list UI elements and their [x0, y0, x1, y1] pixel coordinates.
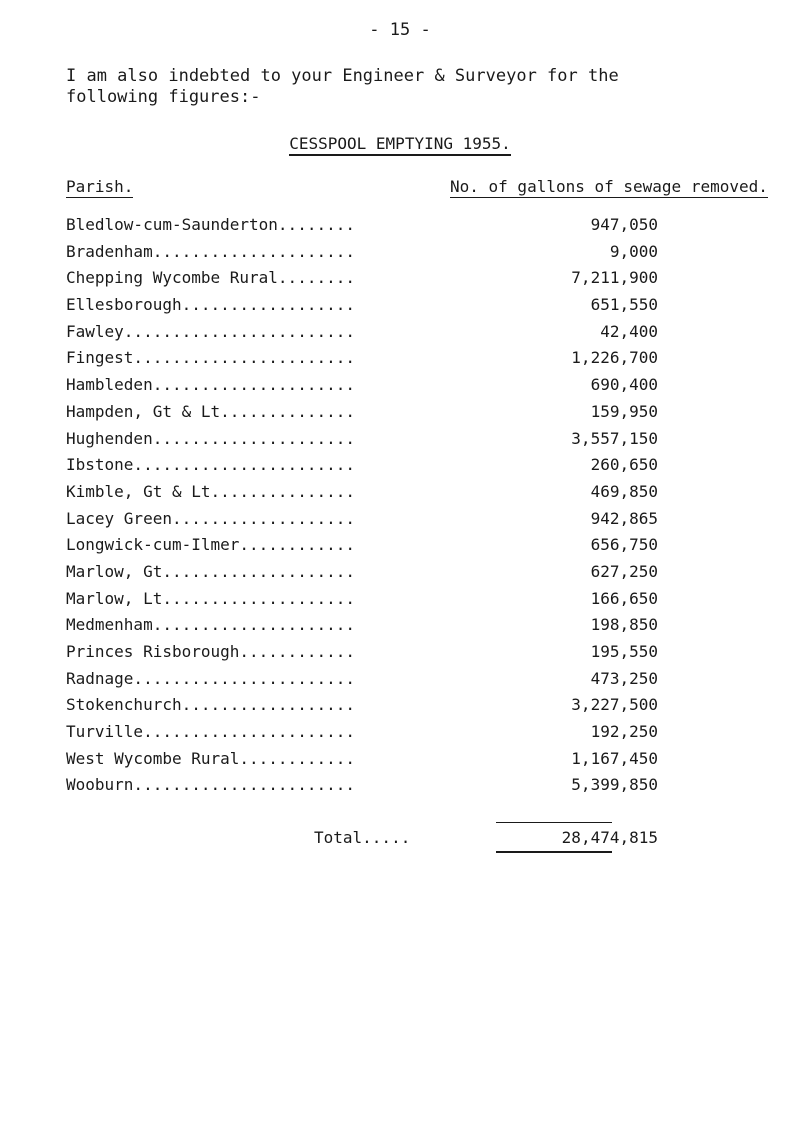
parish-name: Kimble, Gt & Lt............... — [66, 481, 355, 501]
parish-name: Hampden, Gt & Lt.............. — [66, 401, 355, 421]
gallons-value: 1,167,450 — [571, 748, 658, 768]
parish-name: Ibstone....................... — [66, 455, 355, 475]
gallons-value: 166,650 — [590, 588, 658, 608]
parish-name: Longwick-cum-Ilmer............ — [66, 535, 355, 555]
parish-name: Chepping Wycombe Rural........ — [66, 268, 355, 288]
table-row — [66, 612, 766, 639]
gallons-value: 159,950 — [590, 401, 658, 421]
parish-name: Fawley........................ — [66, 321, 355, 341]
gallons-value: 5,399,850 — [571, 775, 658, 795]
parish-name: Marlow, Lt.................... — [66, 588, 355, 608]
parish-name: Princes Risborough............ — [66, 642, 355, 661]
table-row — [66, 479, 766, 506]
table-row — [66, 532, 766, 559]
table-title — [0, 134, 800, 153]
gallons-value: 947,050 — [590, 215, 658, 234]
gallons-value: 469,850 — [590, 481, 658, 501]
table-row — [66, 746, 766, 773]
table-row — [66, 452, 766, 479]
parish-name: Bradenham..................... — [66, 241, 355, 261]
gallons-value: 942,865 — [590, 508, 658, 528]
total-rule-bottom — [496, 851, 612, 853]
parish-name: Lacey Green................... — [66, 508, 355, 528]
parish-name: West Wycombe Rural............ — [66, 748, 355, 768]
table-row — [66, 372, 766, 399]
gallons-value: 7,211,900 — [571, 268, 658, 288]
total-label: Total..... — [314, 828, 411, 847]
column-header-gallons-text: No. of gallons of sewage removed. — [450, 177, 768, 196]
table-row — [66, 212, 766, 239]
gallons-value: 198,850 — [590, 615, 658, 635]
gallons-value: 473,250 — [590, 668, 658, 688]
gallons-value: 192,250 — [590, 722, 658, 742]
gallons-value: 260,650 — [590, 455, 658, 475]
column-header-parish — [66, 177, 133, 196]
table-title-text: CESSPOOL EMPTYING 1955. — [289, 134, 511, 156]
gallons-value: 690,400 — [590, 375, 658, 395]
parish-name: Wooburn....................... — [66, 775, 355, 795]
total-rule-top — [496, 822, 612, 823]
parish-name: Fingest....................... — [66, 348, 355, 368]
parish-name: Bledlow-cum-Saunderton........ — [66, 215, 355, 234]
gallons-value: 3,227,500 — [571, 695, 658, 715]
parish-name: Hughenden..................... — [66, 428, 355, 448]
column-header-parish-text: Parish. — [66, 177, 134, 196]
table-row — [66, 399, 766, 426]
gallons-value: 195,550 — [590, 642, 658, 661]
gallons-value: 1,226,700 — [571, 348, 658, 368]
gallons-value: 42,400 — [600, 321, 658, 341]
parish-name: Radnage....................... — [66, 668, 355, 688]
column-header-gallons — [450, 177, 768, 196]
table-row — [66, 265, 766, 292]
parish-name: Stokenchurch.................. — [66, 695, 355, 715]
total-row — [66, 826, 766, 850]
gallons-value: 627,250 — [590, 561, 658, 581]
page-number: - 15 - — [369, 20, 431, 40]
table-row — [66, 292, 766, 319]
table-row — [66, 639, 766, 666]
table-row — [66, 772, 766, 799]
gallons-value: 651,550 — [590, 295, 658, 315]
total-value: 28,474,815 — [561, 828, 658, 847]
table-row — [66, 666, 766, 693]
table-row — [66, 506, 766, 533]
intro-paragraph: I am also indebted to your Engineer & Surveyor for the following figures:- — [66, 66, 619, 107]
parish-name: Hambleden..................... — [66, 375, 355, 395]
gallons-value: 9,000 — [609, 241, 658, 261]
parish-name: Ellesborough.................. — [66, 295, 355, 315]
parish-name: Medmenham..................... — [66, 615, 355, 635]
parish-name: Turville...................... — [66, 722, 355, 742]
table-row — [66, 426, 766, 453]
table-row — [66, 719, 766, 746]
gallons-value: 3,557,150 — [571, 428, 658, 448]
table-row — [66, 586, 766, 613]
parish-name: Marlow, Gt.................... — [66, 561, 355, 581]
table-row — [66, 345, 766, 372]
table-row — [66, 559, 766, 586]
parish-table — [66, 212, 766, 799]
table-row — [66, 692, 766, 719]
table-row — [66, 239, 766, 266]
table-row — [66, 319, 766, 346]
gallons-value: 656,750 — [590, 535, 658, 555]
